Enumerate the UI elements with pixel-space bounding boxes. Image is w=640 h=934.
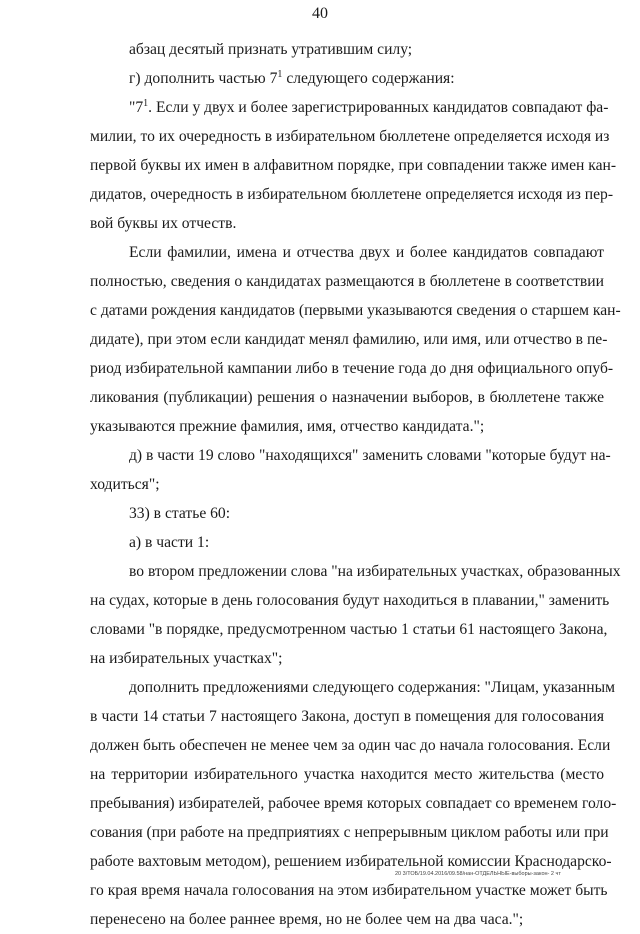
- text-line: указываются прежние фамилия, имя, отчество кандидата.";: [90, 418, 485, 435]
- text-line: сования (при работе на предприятиях с непрерывным циклом работы или при: [90, 824, 609, 841]
- text-line: дидатов, очередность в избирательном бюллетене определяется исходя из пер-: [90, 186, 614, 203]
- text-line: дидате), при этом если кандидат менял фамилию, или имя, или отчество в пе-: [90, 331, 608, 348]
- text-line: д) в части 19 слово "находящихся" заменить словами "которые будут на-: [129, 447, 611, 464]
- text-line: а) в части 1:: [129, 534, 210, 551]
- text-line: пребывания) избирателей, рабочее время которых совпадает со временем голо-: [90, 795, 617, 812]
- footer-file-stamp: 20 3/ТОБ/19.04.2016/09.58/нан-ОТДЕЛЬНЫЕ-выборы-закон- 2 чт: [395, 871, 561, 877]
- text-line: перенесено на более раннее время, но не более чем на два часа.";: [90, 911, 524, 928]
- text-line: в части 14 статьи 7 настоящего Закона, доступ в помещения для голосования: [90, 708, 604, 725]
- text-line: полностью, сведения о кандидатах размещаются в бюллетене в соответствии: [90, 273, 604, 290]
- text-line: г) дополнить частью $7^1$ следующего содержания:: [129, 69, 455, 87]
- text-line: ликования (публикации) решения о назначении выборов, в бюллетене также: [90, 389, 604, 406]
- text-line: работе вахтовым методом), решением избирательной комиссии Краснодарско-: [90, 853, 612, 870]
- text-line: го края время начала голосования на этом избирательном участке может быть: [90, 882, 608, 899]
- text-line: ходиться";: [90, 476, 160, 493]
- document-body: [90, 35, 621, 934]
- text-line: на судах, которые в день голосования будут находиться в плавании," заменить: [90, 592, 610, 609]
- superscript: 1: [277, 69, 283, 80]
- text-line: во втором предложении слова "на избирательных участках, образованных: [129, 563, 621, 580]
- page-number: 40: [312, 5, 328, 22]
- text-line: риод избирательной кампании либо в течение года до дня официального опуб-: [90, 360, 614, 377]
- text-line: дополнить предложениями следующего содержания: "Лицам, указанным: [129, 679, 615, 696]
- text-line: первой буквы их имен в алфавитном порядке, при совпадении также имен кан-: [90, 157, 617, 174]
- text-line: на избирательных участках";: [90, 650, 283, 667]
- text-line: должен быть обеспечен не менее чем за один час до начала голосования. Если: [90, 737, 611, 754]
- text-line: вой буквы их отчеств.: [90, 215, 237, 232]
- text-line: с датами рождения кандидатов (первыми указываются сведения о старшем кан-: [90, 302, 621, 319]
- text-line: 33) в статье 60:: [129, 505, 231, 522]
- text-line: Если фамилии, имена и отчества двух и более кандидатов совпадают: [129, 244, 604, 261]
- text-line: милии, то их очередность в избирательном бюллетене определяется исходя из: [90, 128, 610, 145]
- text-line: словами "в порядке, предусмотренном частью 1 статьи 61 настоящего Закона,: [90, 621, 608, 638]
- text-line: "$7^1$. Если у двух и более зарегистрированных кандидатов совпадают фа-: [129, 98, 609, 116]
- text-line: абзац десятый признать утратившим силу;: [129, 41, 413, 58]
- text-line: на территории избирательного участка находится место жительства (место: [90, 766, 604, 783]
- superscript: 1: [143, 98, 149, 109]
